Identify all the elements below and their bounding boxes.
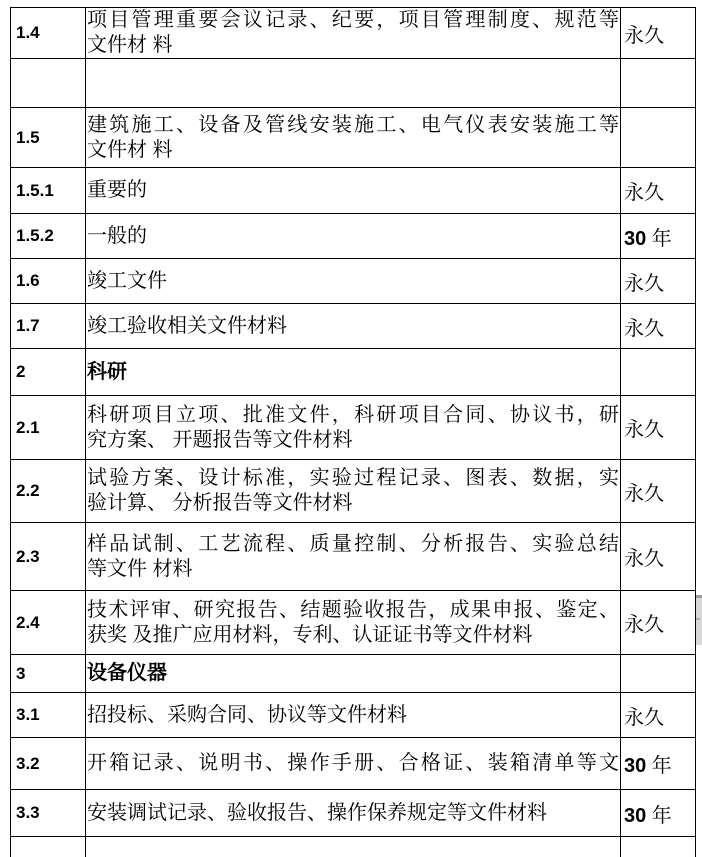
retention-cell: 永久 xyxy=(621,591,696,655)
retention-cell: 永久 xyxy=(621,259,696,304)
description-line: 建筑施工、设备及管线安装施工、电气仪表安装施工等 xyxy=(87,113,619,136)
retention-cell xyxy=(621,349,696,396)
description-line: 科研项目立项、批准文件，科研项目合同、协议书，研 xyxy=(87,403,619,426)
table-row xyxy=(11,693,696,738)
row-number-cell: 2 xyxy=(11,349,86,396)
table-row xyxy=(11,460,696,523)
partial-row xyxy=(11,837,696,857)
retention-cell: 永久 xyxy=(621,396,696,460)
row-number-cell: 3.2 xyxy=(11,738,86,790)
description-line: 竣工验收相关文件材料 xyxy=(87,314,287,337)
table-row xyxy=(11,790,696,837)
row-number-cell: 3.3 xyxy=(11,790,86,837)
description-cell xyxy=(86,8,621,59)
row-number-cell: 2.1 xyxy=(11,396,86,460)
table-row xyxy=(11,214,696,259)
description-cell xyxy=(86,108,621,168)
description-cell xyxy=(86,396,621,460)
description-line: 竣工文件 xyxy=(87,269,167,292)
row-number-cell: 1.5 xyxy=(11,108,86,168)
description-line: 文件材 料 xyxy=(87,34,173,56)
description-cell xyxy=(86,214,621,259)
row-number-cell: 2.4 xyxy=(11,591,86,655)
description-cell xyxy=(86,738,621,790)
description-line: 安装调试记录、验收报告、操作保养规定等文件材料 xyxy=(87,801,547,824)
row-number-cell: 1.6 xyxy=(11,259,86,304)
description-line: 等文件 材料 xyxy=(87,557,193,580)
table-row xyxy=(11,108,696,168)
table-row-section xyxy=(11,655,696,693)
table-row-empty xyxy=(11,59,696,108)
retention-cell xyxy=(621,837,696,857)
description-line: 试验方案、设计标准，实验过程记录、图表、数据，实 xyxy=(87,467,619,489)
section-header-label: 科研 xyxy=(87,360,127,383)
description-cell xyxy=(86,523,621,591)
description-line: 文件材 料 xyxy=(87,138,173,161)
table-row-section xyxy=(11,349,696,396)
row-number-cell: 1.4 xyxy=(11,8,86,59)
description-line: 究方案、 开题报告等文件材料 xyxy=(87,428,353,451)
description-cell xyxy=(86,460,621,523)
section-header-label: 设备仪器 xyxy=(87,662,167,684)
table-row xyxy=(11,738,696,790)
description-cell xyxy=(86,693,621,738)
row-number-cell: 1.5.1 xyxy=(11,168,86,214)
retention-cell xyxy=(621,108,696,168)
description-line: 验计算、 分析报告等文件材料 xyxy=(87,492,353,514)
description-line: 获奖 及推广应用材料，专利、认证证书等文件材料 xyxy=(87,623,533,646)
row-number-cell: 2.2 xyxy=(11,460,86,523)
retention-cell xyxy=(621,655,696,693)
row-number-cell: 3.1 xyxy=(11,693,86,738)
description-cell xyxy=(86,304,621,349)
description-line: 开箱记录、说明书、操作手册、合格证、装箱清单等文 xyxy=(87,752,619,774)
row-number-cell: 1.5.2 xyxy=(11,214,86,259)
description-cell xyxy=(86,168,621,214)
retention-cell: 30 年 xyxy=(621,214,696,259)
table-row xyxy=(11,591,696,655)
retention-cell: 永久 xyxy=(621,523,696,591)
section-header-cell xyxy=(86,655,621,693)
description-cell xyxy=(86,790,621,837)
row-number-cell xyxy=(11,837,86,857)
retention-cell: 永久 xyxy=(621,304,696,349)
row-number-cell xyxy=(11,59,86,108)
description-line: 项目管理重要会议记录、纪要，项目管理制度、规范等 xyxy=(87,9,619,31)
table-row xyxy=(11,523,696,591)
retention-schedule-table xyxy=(10,7,696,857)
row-number-cell: 1.7 xyxy=(11,304,86,349)
retention-cell: 30 年 xyxy=(621,738,696,790)
row-number-cell: 3 xyxy=(11,655,86,693)
description-cell xyxy=(86,837,621,857)
table-row xyxy=(11,8,696,59)
retention-cell: 30 年 xyxy=(621,790,696,837)
description-cell xyxy=(86,259,621,304)
retention-cell: 永久 xyxy=(621,460,696,523)
vertical-scrollbar-thumb[interactable] xyxy=(696,595,702,645)
table-row xyxy=(11,259,696,304)
table-row xyxy=(11,304,696,349)
row-number-cell: 2.3 xyxy=(11,523,86,591)
description-line: 一般的 xyxy=(87,224,147,247)
description-line: 招投标、采购合同、协议等文件材料 xyxy=(87,703,407,726)
retention-cell: 永久 xyxy=(621,168,696,214)
description-line: 重要的 xyxy=(87,179,147,201)
table-row xyxy=(11,168,696,214)
description-line: 样品试制、工艺流程、质量控制、分析报告、实验总结 xyxy=(87,532,619,555)
description-line: 技术评审、研究报告、结题验收报告，成果申报、鉴定、 xyxy=(87,598,619,621)
retention-cell: 永久 xyxy=(621,8,696,59)
table-row xyxy=(11,396,696,460)
description-cell xyxy=(86,591,621,655)
retention-cell xyxy=(621,59,696,108)
section-header-cell xyxy=(86,349,621,396)
retention-cell: 永久 xyxy=(621,693,696,738)
description-cell xyxy=(86,59,621,108)
